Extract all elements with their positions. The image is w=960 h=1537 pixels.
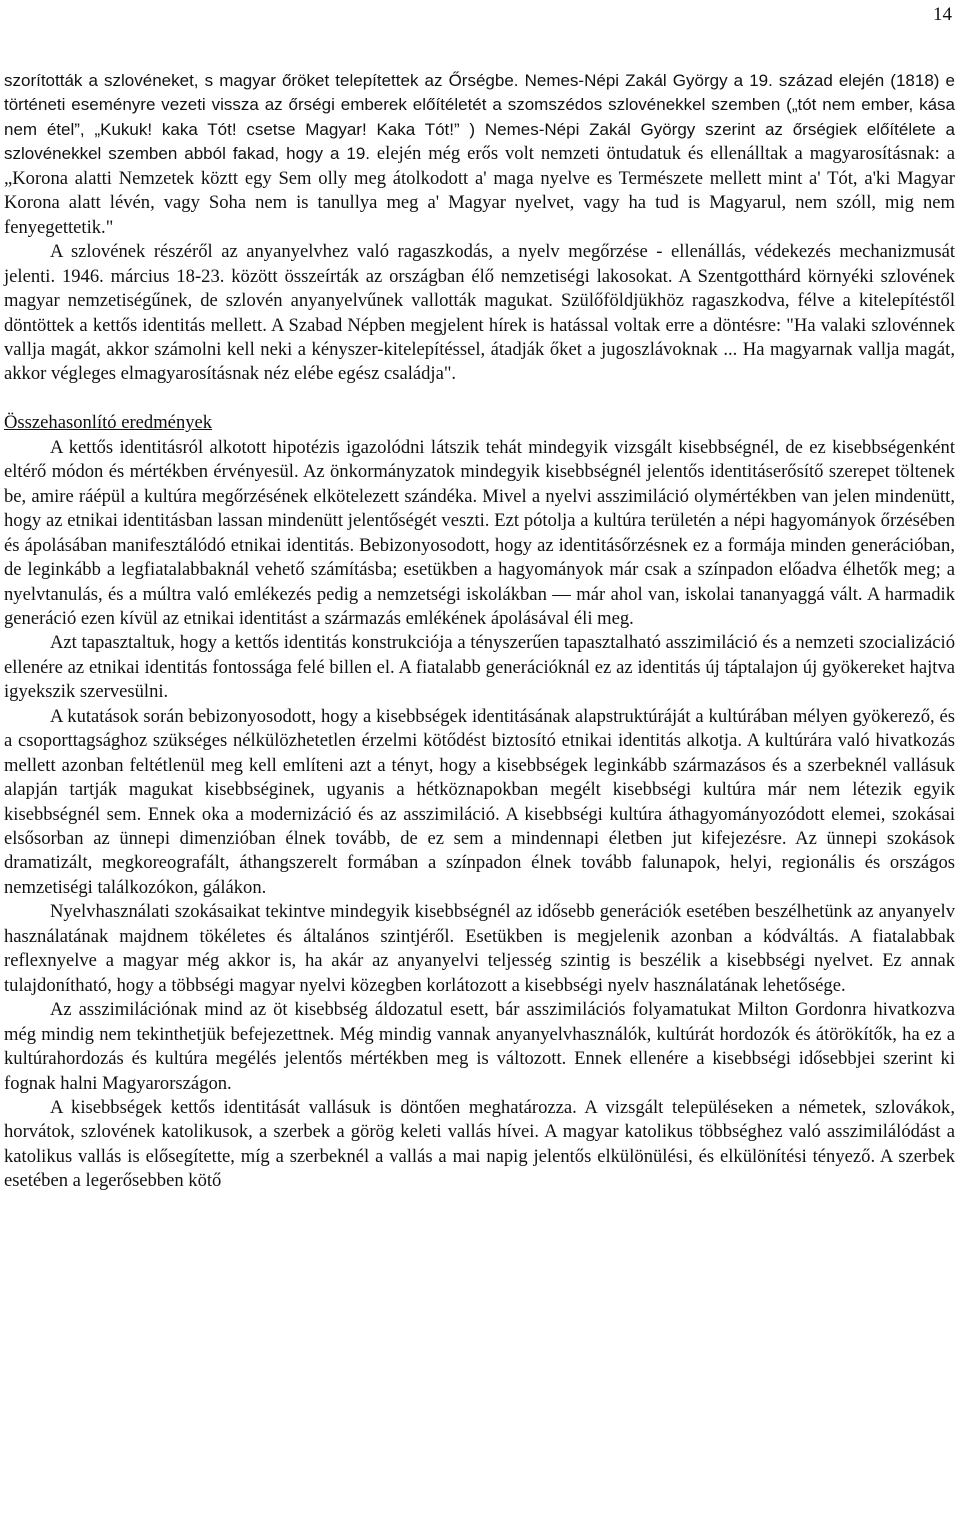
section-heading: Összehasonlító eredmények [4,412,213,434]
paragraph-4: Azt tapasztaltuk, hogy a kettős identitás konstrukciója a tényszerűen tapasztalható asszimiláció és a nemzeti szocializáció ellenére az etnikai identitás fontossága felé billen el. A fiatalabb generációknál ez az identitás új táptalajon új gyökereket hajtva igyekszik szervesülni. [4,632,955,703]
paragraph-gap [4,387,955,411]
paragraph-6: Nyelvhasználati szokásaikat tekintve mindegyik kisebbségnél az idősebb generációk esetében beszélhetünk az anyanyelv használatának majdnem tökéletes és általános szintjéről. Esetükben is megjelenik azonban a kódváltás. A fiatalabbak reflexnyelve a magyar még akkor is, ha akár az anyanyelvi teljesség szintig is beszélik a kisebbségi nyelvet. Ez annak tulajdonítható, hogy a többségi magyar nyelvi közegben korlátozott a kisebbségi nyelv használatának lehetősége. [4,901,955,996]
paragraph-7: Az asszimilációnak mind az öt kisebbség áldozatul esett, bár asszimilációs folyamatukat Milton Gordonra hivatkozva még mindig nem tekinthetjük befejezettnek. Még mindig vannak anyanyelvhasználók, kultúrát hordozók és átörökítők, ha ez a kultúrahordozás és kultúra megélés jelentős mértékben meg is változott. Ennek ellenére a kisebbségi idősebbjei szerint ki fognak halni Magyarországon. [4,999,955,1094]
paragraph-5: A kutatások során bebizonyosodott, hogy a kisebbségek identitásának alapstruktúráját a kultúrában mélyen gyökerező, és a csoporttagsághoz szükséges nélkülözhetetlen érzelmi kötődést biztosító etnikai identitás alkotja. A kultúrára való hivatkozás mellett azonban feltétlenül meg kell említeni azt a tényt, hogy a kisebbségek leginkább származásos és a szerbeknél vallásuk alapján tartják magukat kisebbséginek, ugyanis a hétköznapokban megélt kisebbségi kultúra már nem létezik egyik kisebbségnél sem. Ennek oka a modernizáció és az asszimiláció. A kisebbségi kultúra áthagyományozódott elemei, szokásai elsősorban az ünnepi dimenzióban élnek tovább, de ez sem a mindennapi életben jut kifejezésre. Az ünnepi szokások dramatizált, megkoreografált, áthangszerelt formában a színpadon élnek tovább falunapok, helyi, regionális és országos nemzetiségi találkozókon, gálákon. [4,705,955,898]
document-body [4,69,955,1194]
paragraph-1 [4,69,955,240]
paragraph-8: A kisebbségek kettős identitását vallásuk is döntően meghatározza. A vizsgált településeken a németek, szlovákok, horvátok, szlovének katolikusok, a szerbek a görög keleti vallás hívei. A magyar katolikus többséghez való asszimilálódást a katolikus vallás is elősegítette, míg a szerbeknél a vallás a mai napig jelentős elkülönülési, és elkülönítési tényező. A szerbek esetében a legerősebben kötő [4,1097,955,1192]
paragraph-1-serif-text: elején még erős volt nemzeti öntudatuk és ellenálltak a magyarosításnak: a „Korona alatti Nemzetek köztt egy Sem olly meg átolkodott a' maga nyelve es Természete mellett mint a' Tót, a'ki Magyar Korona alatt lévén, vagy Soha nem is tanullya meg a' Magyar nyelvet, vagy ha tud is Magyarul, nem szóll, mig nem fenyegettetik." [4,143,955,238]
page-number: 14 [933,4,952,25]
paragraph-3: A kettős identitásról alkotott hipotézis igazolódni látszik tehát mindegyik vizsgált kisebbségnél, de ez kisebbségenként eltérő módon és mértékben érvényesül. Az önkormányzatok mindegyik kisebbségnél jelentős identitáserősítő szerepet töltenek be, amire ráépül a kultúra megőrzésének elkötelezett szándéka. Mivel a nyelvi asszimiláció olymértékben van jelen mindenütt, hogy az etnikai identitásban lassan mindenütt jelentőségét veszti. Ezt pótolja a kultúra területén a népi hagyományok őrzésében és ápolásában manifesztálódó etnikai identitás. Bebizonyosodott, hogy az identitásőrzésnek ez a formája minden generációban, de leginkább a legfiatalabbaknál vehető számításba; esetükben a hagyományok már csak a színpadon előadva élhetők meg; a nyelvtanulás, és a múltra való emlékezés pedig a nemzetségi iskolákban — már ahol van, iskolai tananyaggá vált. A harmadik generáció ezen kívül az etnikai identitást a származás emlékének ápolásával éli meg. [4,436,955,629]
paragraph-1-sans-text: szorították a szlovéneket, s magyar őröket telepítettek az Őrségbe. Nemes-Népi Zakál György a 19. század elején (1818) e történeti eseményre vezeti vissza az őrségi emberek előítéletét a szomszédos szlovénekkel szemben („tót nem ember, kása nem étel”, „Kukuk! kaka Tót! csetse Magyar! Kaka Tót!” ) Nemes-Népi Zakál György szerint az őrségiek előítélete a szlovénekkel szemben abból fakad, hogy a 19. [4,71,955,164]
paragraph-2: A szlovének részéről az anyanyelvhez való ragaszkodás, a nyelv megőrzése - ellenállás, védekezés mechanizmusát jelenti. 1946. március 18-23. között összeírták az országban élő nemzetiségi lakosokat. A Szentgotthárd környéki szlovének magyar nemzetiségűnek, de szlovén anyanyelvűnek vallották magukat. Szülőföldjükhöz ragaszkodva, félve a kitelepítéstől döntöttek a kettős identitás mellett. A Szabad Népben megjelent hírek is hatással voltak erre a döntésre: "Ha valaki szlovénnek vallja magát, akkor számolni kell neki a kényszer-kitelepítéssel, átadják őket a jugoszlávoknak ... Ha magyarnak vallja magát, akkor végleges elmagyarosításnak néz elébe egész családja". [4,241,955,385]
